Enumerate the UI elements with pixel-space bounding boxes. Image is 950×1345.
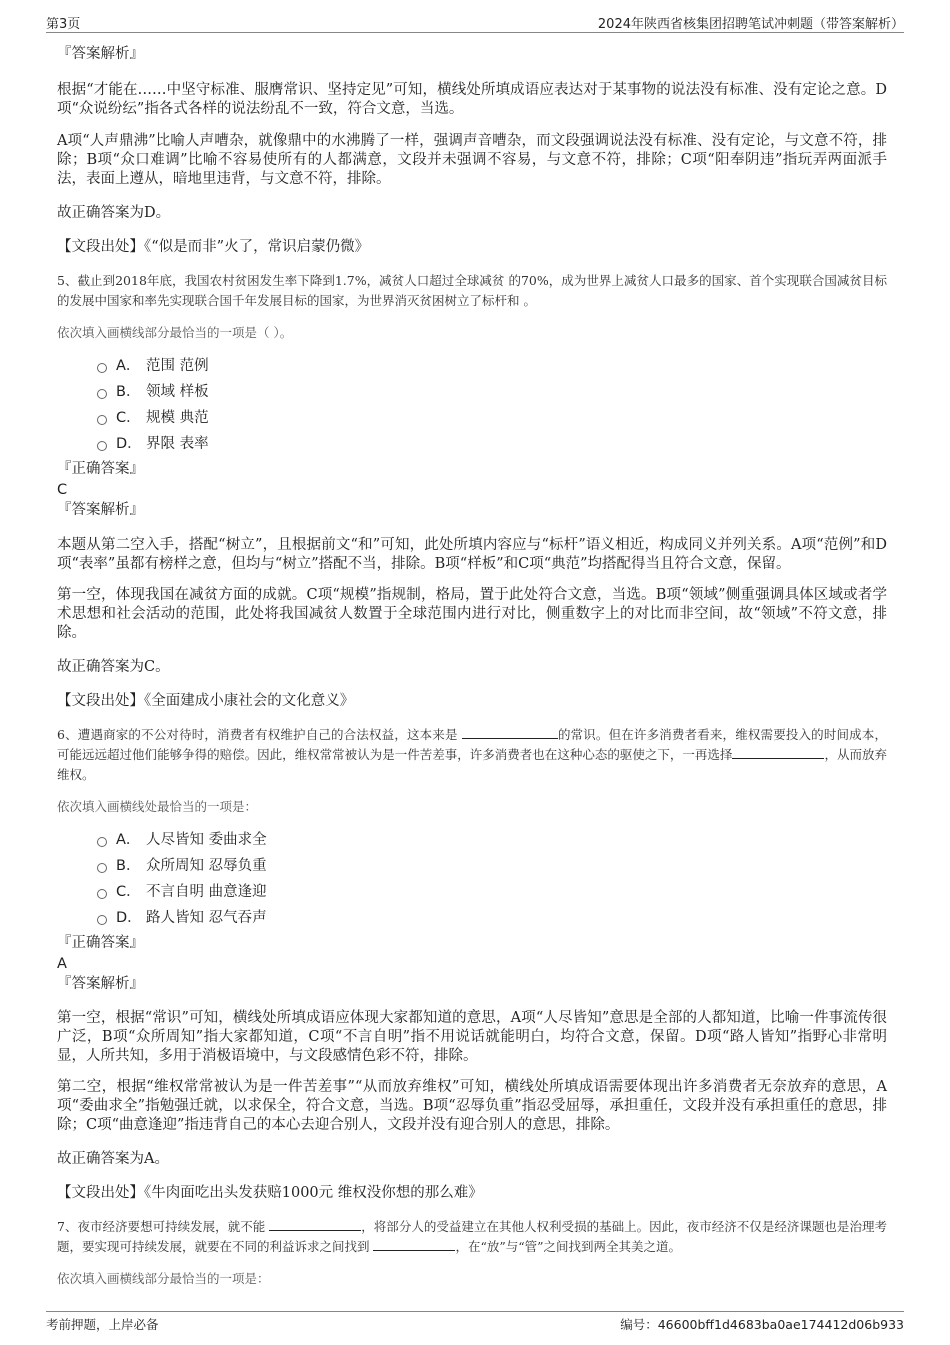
answer-blank (462, 726, 558, 739)
question-6-options (57, 827, 887, 931)
document-content (57, 40, 887, 1289)
radio-icon[interactable] (97, 363, 107, 373)
question-5-text: 5、截止到2018年底，我国农村贫困发生率下降到1.7%，减贫人口超过全球减贫 的70%，成为世界上减贫人口最多的国家、首个实现联合国减贫目标的发展中国家和率先实现联合国千年发展目标的国家，为世界消灭贫困树立了标杆和 。 (57, 273, 887, 308)
analysis-label: 『答案解析』 (57, 976, 144, 992)
conclusion: 故正确答案为A。 (57, 1151, 169, 1167)
radio-icon[interactable] (97, 441, 107, 451)
radio-icon[interactable] (97, 837, 107, 847)
footer-slogan: 考前押题，上岸必备 (46, 1317, 159, 1332)
question-7-prompt: 依次填入画横线部分最恰当的一项是： (57, 1271, 270, 1286)
radio-icon[interactable] (97, 389, 107, 399)
question-7-text: 7、夜市经济要想可持续发展，就不能 ，将部分人的受益建立在其他人权利受损的基础上。因此，夜市经济不仅是经济课题也是治理考题，要实现可持续发展，就要在不同的利益诉求之间找到 ，在“放”与“管”之间找到两全其美之道。 (57, 1219, 887, 1254)
source-citation: 【文段出处】《全面建成小康社会的文化意义》 (57, 693, 355, 709)
page-header (46, 10, 904, 33)
answer-blank (732, 746, 824, 759)
answer-blank (373, 1238, 455, 1251)
conclusion: 故正确答案为D。 (57, 205, 171, 221)
document-title: 2024年陕西省核集团招聘笔试冲刺题（带答案解析） (597, 17, 904, 32)
correct-answer-label: 『正确答案』 (57, 935, 144, 951)
analysis-paragraph: 根据“才能在……中坚守标准、服膺常识、坚持定见”可知，横线处所填成语应表达对于某事物的说法没有标准、没有定论之意。D项“众说纷纭”指各式各样的说法纷乱不一致，符合文意，当选。 (57, 82, 887, 117)
radio-icon[interactable] (97, 415, 107, 425)
analysis-label: 『答案解析』 (57, 502, 144, 518)
option-c[interactable]: C． 不言自明 曲意逢迎 (97, 879, 887, 905)
correct-answer: A (57, 956, 67, 972)
analysis-label: 『答案解析』 (57, 46, 144, 62)
question-6-prompt: 依次填入画横线处最恰当的一项是： (57, 799, 258, 814)
radio-icon[interactable] (97, 863, 107, 873)
option-d[interactable]: D． 路人皆知 忍气吞声 (97, 905, 887, 931)
correct-answer-label: 『正确答案』 (57, 461, 144, 477)
page-number: 第3页 (46, 17, 81, 32)
analysis-paragraph: 第二空，根据“维权常常被认为是一件苦差事”“从而放弃维权”可知，横线处所填成语需要体现出许多消费者无奈放弃的意思，A项“委曲求全”指勉强迁就，以求保全，符合文意，当选。B项“忍辱负重”指忍受屈辱，承担重任，文段并没有承担重任的意思，排除；C项“曲意逢迎”指违背自己的本心去迎合别人，文段并没有迎合别人的意思，排除。 (57, 1079, 887, 1133)
document-id: 编号：46600bff1d4683ba0ae174412d06b933 (620, 1317, 904, 1332)
answer-blank (269, 1218, 361, 1231)
radio-icon[interactable] (97, 915, 107, 925)
analysis-paragraph: 第一空，根据“常识”可知，横线处所填成语应体现大家都知道的意思，A项“人尽皆知”意思是全部的人都知道，比喻一件事流传很广泛，B项“众所周知”指大家都知道，C项“不言自明”指不用说话就能明白，均符合文意，保留。D项“路人皆知”指野心非常明显，人所共知，多用于消极语境中，与文段感情色彩不符，排除。 (57, 1010, 887, 1064)
question-5-options (57, 353, 887, 457)
question-6-text: 6、遭遇商家的不公对待时，消费者有权维护自己的合法权益，这本来是 的常识。但在许多消费者看来，维权需要投入的时间成本，可能远远超过他们能够争得的赔偿。因此，维权常常被认为是一件苦差事，许多消费者也在这种心态的驱使之下，一再选择 ，从而放弃维权。 (57, 727, 887, 782)
correct-answer: C (57, 482, 68, 498)
option-c[interactable]: C． 规模 典范 (97, 405, 887, 431)
option-b[interactable]: B． 众所周知 忍辱负重 (97, 853, 887, 879)
page-footer (46, 1311, 904, 1332)
source-citation: 【文段出处】《“似是而非”火了，常识启蒙仍微》 (57, 239, 370, 255)
analysis-paragraph: 本题从第二空入手，搭配“树立”，且根据前文“和”可知，此处所填内容应与“标杆”语义相近，构成同义并列关系。A项“范例”和D项“表率”虽都有榜样之意，但均与“树立”搭配不当，排除。B项“样板”和C项“典范”均搭配得当且符合文意，保留。 (57, 537, 887, 572)
question-5-prompt: 依次填入画横线部分最恰当的一项是（ ）。 (57, 325, 293, 340)
conclusion: 故正确答案为C。 (57, 659, 170, 675)
source-citation: 【文段出处】《牛肉面吃出头发获赔1000元 维权没你想的那么难》 (57, 1185, 483, 1201)
option-b[interactable]: B． 领域 样板 (97, 379, 887, 405)
analysis-paragraph: A项“人声鼎沸”比喻人声嘈杂，就像鼎中的水沸腾了一样，强调声音嘈杂，而文段强调说法没有标准、没有定论，与文意不符，排除；B项“众口难调”比喻不容易使所有的人都满意，文段并未强调不容易，与文意不符，排除；C项“阳奉阴违”指玩弄两面派手法，表面上遵从，暗地里违背，与文意不符，排除。 (57, 133, 887, 187)
option-a[interactable]: A． 范围 范例 (97, 353, 887, 379)
radio-icon[interactable] (97, 889, 107, 899)
option-a[interactable]: A． 人尽皆知 委曲求全 (97, 827, 887, 853)
analysis-paragraph: 第一空，体现我国在减贫方面的成就。C项“规模”指规制，格局，置于此处符合文意，当选。B项“领域”侧重强调具体区域或者学术思想和社会活动的范围，此处将我国减贫人数置于全球范围内进行对比，侧重数字上的对比而非空间，故“领域”不符文意，排除。 (57, 587, 887, 641)
option-d[interactable]: D． 界限 表率 (97, 431, 887, 457)
